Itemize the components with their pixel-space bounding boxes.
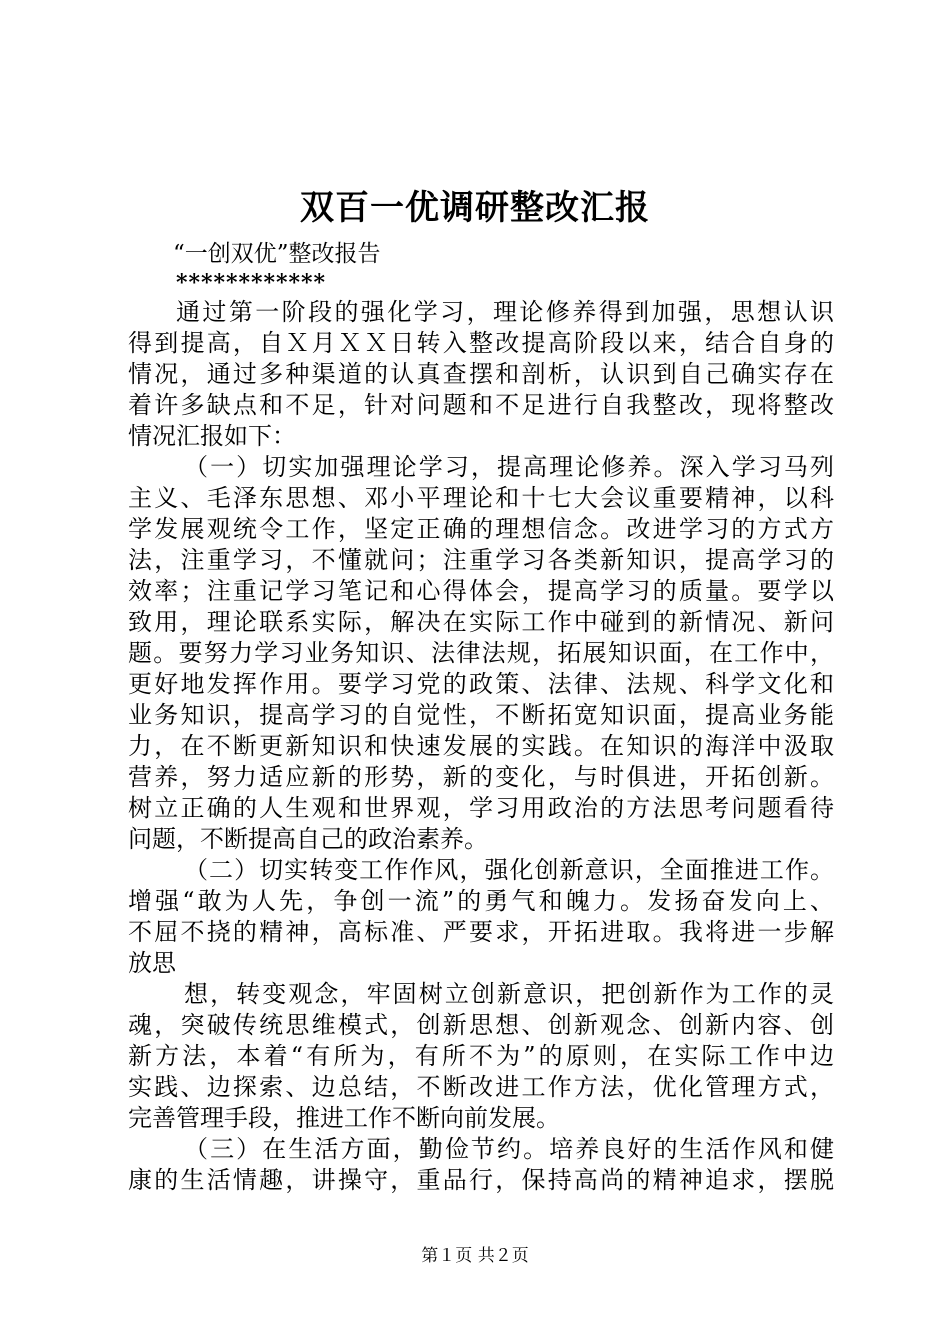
text-line: 业务知识，提高学习的自觉性，不断拓宽知识面，提高业务能 [128,701,834,729]
text-line: 通过第一阶段的强化学习，理论修养得到加强，思想认识 [176,298,834,326]
text-line: （二）切实转变工作作风，强化创新意识，全面推进工作。 [184,856,834,884]
text-line: 营养，努力适应新的形势，新的变化，与时俱进，开拓创新。 [128,763,834,791]
text-line: 学发展观统令工作，坚定正确的理想信念。改进学习的方式方 [128,515,834,543]
text-line: （一）切实加强理论学习，提高理论修养。深入学习马列 [184,453,834,481]
text-line: 增强“敢为人先，争创一流”的勇气和魄力。发扬奋发向上、 [128,887,834,915]
text-line: 情况，通过多种渠道的认真查摆和剖析，认识到自己确实存在 [128,360,834,388]
text-line: 问题，不断提高自己的政治素养。 [128,825,488,853]
text-line: 放思 [128,949,176,977]
text-line: 得到提高，自Ｘ月ＸＸ日转入整改提高阶段以来，结合自身的 [128,329,834,357]
text-line: 实践、边探索、边总结，不断改进工作方法，优化管理方式， [128,1073,834,1101]
text-line: 法，注重学习，不懂就问；注重学习各类新知识，提高学习的 [128,546,834,574]
text-line: 主义、毛泽东思想、邓小平理论和十七大会议重要精神，以科 [128,484,834,512]
page-footer: 第１页 共２页 [421,1246,529,1266]
text-line: 着许多缺点和不足，针对问题和不足进行自我整改，现将整改 [128,391,834,419]
document-title: 双百一优调研整改汇报 [300,188,650,228]
text-line: 效率；注重记学习笔记和心得体会，提高学习的质量。要学以 [128,577,834,605]
document-subtitle: “一创双优”整改报告 [173,241,381,267]
text-line: 魂，突破传统思维模式，创新思想、创新观念、创新内容、创 [128,1011,834,1039]
text-line: 更好地发挥作用。要学习党的政策、法律、法规、科学文化和 [128,670,834,698]
text-line: 不屈不挠的精神，高标准、严要求，开拓进取。我将进一步解 [128,918,834,946]
text-line: 情况汇报如下： [128,422,296,450]
text-line: 想，转变观念，牢固树立创新意识，把创新作为工作的灵 [184,980,834,1008]
text-line: 致用，理论联系实际，解决在实际工作中碰到的新情况、新问 [128,608,834,636]
text-line: （三）在生活方面，勤俭节约。培养良好的生活作风和健 [184,1135,834,1163]
text-line: 力，在不断更新知识和快速发展的实践。在知识的海洋中汲取 [128,732,834,760]
text-line: 题。要努力学习业务知识、法律法规，拓展知识面，在工作中， [128,639,834,667]
document-body [128,297,834,1196]
separator-line: ************ [176,270,327,296]
text-line: 康的生活情趣，讲操守，重品行，保持高尚的精神追求，摆脱 [128,1166,834,1194]
text-line: 新方法，本着“有所为，有所不为”的原则，在实际工作中边 [128,1042,834,1070]
text-line: 完善管理手段，推进工作不断向前发展。 [128,1104,560,1132]
text-line: 树立正确的人生观和世界观，学习用政治的方法思考问题看待 [128,794,834,822]
